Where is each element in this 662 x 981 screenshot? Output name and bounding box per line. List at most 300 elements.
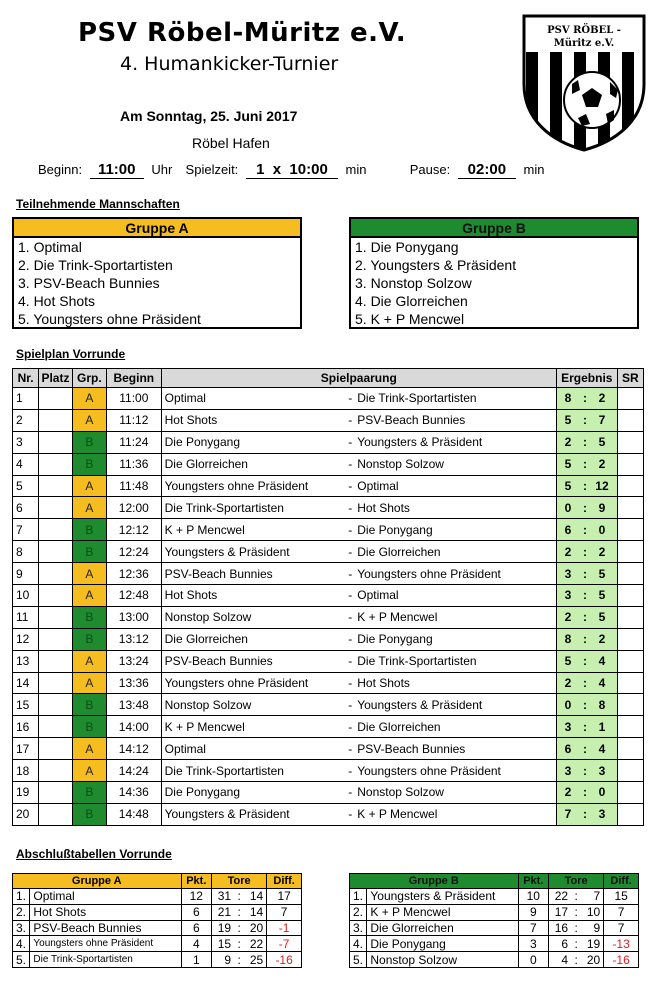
pause-value: 02:00 (458, 161, 516, 179)
standing-team: Optimal (30, 889, 181, 905)
group-b-box (349, 217, 639, 329)
match-platz (39, 388, 72, 410)
score-colon: : (582, 413, 587, 428)
standings-b-body (350, 889, 639, 968)
match-group: A (72, 497, 106, 519)
home-team: Youngsters ohne Präsident (161, 672, 346, 694)
home-team: PSV-Beach Bunnies (161, 650, 346, 672)
match-referee (617, 563, 643, 585)
away-score: 9 (598, 500, 606, 515)
match-result (556, 475, 617, 497)
match-referee (617, 716, 643, 738)
home-score: 3 (564, 588, 572, 603)
goals-against: 9 (581, 920, 603, 936)
home-team: Youngsters & Präsident (161, 541, 346, 563)
event-location: Röbel Hafen (192, 135, 270, 151)
goals-for: 9 (212, 952, 234, 968)
match-referee (617, 388, 643, 410)
home-team: Die Trink-Sportartisten (161, 497, 346, 519)
versus-dash: - (346, 738, 354, 760)
match-result (556, 519, 617, 541)
away-score: 8 (598, 697, 606, 712)
match-referee (617, 782, 643, 804)
standing-rank: 4. (13, 936, 30, 952)
match-referee (617, 519, 643, 541)
home-score: 6 (564, 741, 572, 756)
table-row (13, 409, 644, 431)
match-nr: 1 (13, 388, 39, 410)
score-colon: : (582, 763, 587, 778)
goals-colon: : (571, 904, 581, 920)
standing-team: Die Trink-Sportartisten (30, 952, 181, 968)
match-platz (39, 738, 72, 760)
match-platz (39, 563, 72, 585)
match-result (556, 803, 617, 825)
match-result (556, 497, 617, 519)
home-score: 5 (564, 479, 572, 493)
teams-heading: Teilnehmende Mannschaften (16, 197, 180, 211)
home-team: Optimal (161, 738, 346, 760)
list-item: 4. Die Glorreichen (355, 293, 468, 309)
match-platz (39, 409, 72, 431)
table-row (13, 782, 644, 804)
col-tore: Tore (549, 874, 604, 889)
match-platz (39, 803, 72, 825)
match-platz (39, 541, 72, 563)
goals-for: 16 (549, 920, 571, 936)
goals-against: 25 (244, 952, 266, 968)
list-item: 3. PSV-Beach Bunnies (18, 275, 160, 291)
home-score: 2 (564, 544, 572, 559)
away-team: K + P Mencwel (354, 606, 556, 628)
table-row (13, 628, 644, 650)
match-referee (617, 628, 643, 650)
home-score: 3 (564, 566, 572, 581)
match-platz (39, 782, 72, 804)
table-row (13, 541, 644, 563)
schedule-body (13, 388, 644, 826)
standings-heading: Abschlußtabellen Vorrunde (16, 847, 172, 861)
home-score: 5 (564, 457, 572, 472)
standing-rank: 5. (350, 952, 367, 968)
standing-team: Youngsters ohne Präsident (30, 936, 181, 952)
match-referee (617, 497, 643, 519)
col-diff: Diff. (267, 874, 302, 889)
match-nr: 2 (13, 409, 39, 431)
match-group: B (72, 628, 106, 650)
match-group: A (72, 388, 106, 410)
home-score: 6 (564, 522, 572, 537)
playtime-unit: min (345, 162, 367, 177)
table-row (13, 904, 302, 920)
match-platz (39, 716, 72, 738)
score-colon: : (582, 654, 587, 669)
match-result (556, 628, 617, 650)
begin-value: 11:00 (90, 161, 144, 179)
goals-against: 14 (244, 889, 266, 905)
home-score: 2 (564, 785, 572, 800)
goals-against: 20 (244, 920, 266, 936)
match-result (556, 585, 617, 607)
time-settings (38, 161, 544, 179)
away-score: 3 (598, 763, 606, 778)
match-group: B (72, 541, 106, 563)
goals-for: 21 (212, 904, 234, 920)
standing-rank: 5. (13, 952, 30, 968)
table-row (13, 519, 644, 541)
home-team: Nonstop Solzow (161, 694, 346, 716)
goals-against: 20 (581, 952, 603, 968)
match-nr: 9 (13, 563, 39, 585)
away-team: PSV-Beach Bunnies (354, 738, 556, 760)
table-row (350, 904, 639, 920)
standing-team: Hot Shots (30, 904, 181, 920)
tournament-subtitle: 4. Humankicker-Turnier (120, 53, 339, 75)
versus-dash: - (346, 519, 354, 541)
away-team: Nonstop Solzow (354, 453, 556, 475)
match-nr: 12 (13, 628, 39, 650)
goal-difference: 7 (604, 920, 639, 936)
schedule-heading: Spielplan Vorrunde (16, 347, 126, 361)
list-item: 5. K + P Mencwel (355, 311, 465, 327)
away-team: Youngsters & Präsident (354, 694, 556, 716)
home-score: 2 (564, 610, 572, 625)
match-referee (617, 672, 643, 694)
soccer-ball-icon (564, 72, 620, 128)
score-colon: : (582, 544, 587, 559)
match-platz (39, 694, 72, 716)
match-nr: 5 (13, 475, 39, 497)
standings-a-title: Gruppe A (13, 874, 182, 889)
goals-for: 6 (549, 936, 571, 952)
table-row (13, 585, 644, 607)
standings-header-row (350, 874, 639, 889)
goal-difference: 17 (267, 889, 302, 905)
goal-difference: -16 (604, 952, 639, 968)
match-nr: 4 (13, 453, 39, 475)
match-platz (39, 475, 72, 497)
home-score: 2 (564, 676, 572, 691)
match-group: A (72, 760, 106, 782)
away-team: Hot Shots (354, 497, 556, 519)
standing-team: Die Glorreichen (367, 920, 518, 936)
home-team: Nonstop Solzow (161, 606, 346, 628)
logo-text-top: PSV RÖBEL - (547, 25, 621, 36)
pause-label: Pause: (409, 162, 451, 177)
list-item: 4. Hot Shots (18, 293, 96, 309)
table-row (13, 920, 302, 936)
standing-team: Nonstop Solzow (367, 952, 518, 968)
goal-difference: 7 (267, 904, 302, 920)
table-row (13, 650, 644, 672)
away-team: Youngsters & Präsident (354, 431, 556, 453)
away-score: 5 (598, 435, 606, 450)
match-group: A (72, 650, 106, 672)
standing-rank: 2. (13, 904, 30, 920)
standing-rank: 3. (13, 920, 30, 936)
match-referee (617, 650, 643, 672)
schedule-header-row (13, 369, 644, 388)
versus-dash: - (346, 672, 354, 694)
list-item: 1. Die Ponygang (355, 239, 459, 255)
away-score: 0 (598, 522, 606, 537)
standing-rank: 3. (350, 920, 367, 936)
list-item: 2. Die Trink-Sportartisten (18, 257, 173, 273)
away-score: 2 (598, 632, 606, 647)
standing-rank: 1. (350, 889, 367, 905)
score-colon: : (582, 522, 587, 537)
list-item: 2. Youngsters & Präsident (355, 257, 517, 273)
match-time: 11:24 (107, 431, 162, 453)
match-result (556, 541, 617, 563)
standing-points: 6 (181, 920, 212, 936)
match-result (556, 782, 617, 804)
goals-for: 17 (549, 904, 571, 920)
match-referee (617, 541, 643, 563)
match-time: 13:48 (107, 694, 162, 716)
goals-colon: : (571, 936, 581, 952)
group-a-list (14, 238, 300, 328)
home-team: Youngsters ohne Präsident (161, 475, 346, 497)
goals-colon: : (234, 904, 244, 920)
match-referee (617, 803, 643, 825)
standing-points: 3 (518, 936, 549, 952)
match-nr: 15 (13, 694, 39, 716)
home-team: Die Ponygang (161, 431, 346, 453)
table-row (13, 936, 302, 952)
match-result (556, 453, 617, 475)
away-team: Die Trink-Sportartisten (354, 650, 556, 672)
match-group: A (72, 563, 106, 585)
match-platz (39, 453, 72, 475)
match-result (556, 650, 617, 672)
home-score: 0 (564, 697, 572, 712)
match-nr: 17 (13, 738, 39, 760)
match-time: 14:24 (107, 760, 162, 782)
match-time: 11:48 (107, 475, 162, 497)
match-group: A (72, 672, 106, 694)
table-row (13, 952, 302, 968)
match-nr: 19 (13, 782, 39, 804)
home-score: 8 (564, 391, 572, 406)
match-nr: 16 (13, 716, 39, 738)
score-colon: : (582, 697, 587, 712)
match-platz (39, 628, 72, 650)
match-result (556, 431, 617, 453)
goals-against: 19 (581, 936, 603, 952)
table-row (13, 738, 644, 760)
standing-rank: 4. (350, 936, 367, 952)
match-result (556, 409, 617, 431)
table-row (13, 694, 644, 716)
begin-unit: Uhr (151, 162, 173, 177)
match-nr: 11 (13, 606, 39, 628)
group-a-title: Gruppe A (14, 219, 300, 238)
away-team: Die Glorreichen (354, 716, 556, 738)
match-group: A (72, 738, 106, 760)
away-score: 12 (595, 479, 609, 493)
versus-dash: - (346, 716, 354, 738)
match-group: B (72, 803, 106, 825)
list-item: 1. Optimal (18, 239, 82, 255)
score-colon: : (582, 741, 587, 756)
match-nr: 13 (13, 650, 39, 672)
match-result (556, 388, 617, 410)
list-item: 5. Youngsters ohne Präsident (18, 311, 201, 327)
col-nr: Nr. (13, 369, 39, 388)
match-platz (39, 497, 72, 519)
logo-text-bottom: Müritz e.V. (553, 38, 615, 49)
begin-label: Beginn: (38, 162, 83, 177)
match-platz (39, 672, 72, 694)
match-platz (39, 760, 72, 782)
goals-against: 7 (581, 889, 603, 905)
score-colon: : (582, 632, 587, 647)
away-score: 5 (598, 588, 606, 603)
home-team: Die Trink-Sportartisten (161, 760, 346, 782)
home-score: 5 (564, 413, 572, 428)
match-referee (617, 431, 643, 453)
goals-for: 15 (212, 936, 234, 952)
match-nr: 18 (13, 760, 39, 782)
match-referee (617, 409, 643, 431)
standings-b-title: Gruppe B (350, 874, 519, 889)
away-team: Youngsters ohne Präsident (354, 563, 556, 585)
versus-dash: - (346, 541, 354, 563)
match-result (556, 760, 617, 782)
col-beginn: Beginn (107, 369, 162, 388)
match-result (556, 672, 617, 694)
match-referee (617, 738, 643, 760)
match-nr: 6 (13, 497, 39, 519)
match-group: A (72, 475, 106, 497)
standings-header-row (13, 874, 302, 889)
table-row (13, 889, 302, 905)
match-time: 14:36 (107, 782, 162, 804)
table-row (13, 672, 644, 694)
standing-points: 4 (181, 936, 212, 952)
table-row (13, 431, 644, 453)
away-score: 0 (598, 785, 606, 800)
table-row (13, 716, 644, 738)
standing-points: 6 (181, 904, 212, 920)
match-group: B (72, 716, 106, 738)
match-referee (617, 694, 643, 716)
home-score: 8 (564, 632, 572, 647)
goal-difference: 15 (604, 889, 639, 905)
score-colon: : (582, 391, 587, 406)
score-colon: : (582, 807, 587, 822)
match-referee (617, 475, 643, 497)
home-team: Die Ponygang (161, 782, 346, 804)
home-team: Youngsters & Präsident (161, 803, 346, 825)
table-row (13, 563, 644, 585)
away-team: Die Glorreichen (354, 541, 556, 563)
page-title: PSV Röbel-Müritz e.V. (78, 18, 407, 48)
match-result (556, 563, 617, 585)
table-row (350, 920, 639, 936)
group-a-box (12, 217, 302, 329)
col-pkt: Pkt. (518, 874, 549, 889)
match-time: 14:48 (107, 803, 162, 825)
goals-against: 14 (244, 904, 266, 920)
standing-points: 1 (181, 952, 212, 968)
away-score: 3 (598, 807, 606, 822)
table-row (13, 606, 644, 628)
versus-dash: - (346, 475, 354, 497)
match-referee (617, 606, 643, 628)
table-row (13, 803, 644, 825)
match-result (556, 738, 617, 760)
goals-for: 31 (212, 889, 234, 905)
away-team: Optimal (354, 475, 556, 497)
match-result (556, 694, 617, 716)
away-score: 5 (598, 610, 606, 625)
goals-colon: : (234, 889, 244, 905)
standing-rank: 1. (13, 889, 30, 905)
col-tore: Tore (212, 874, 267, 889)
list-item: 3. Nonstop Solzow (355, 275, 472, 291)
table-row (350, 936, 639, 952)
goals-colon: : (234, 952, 244, 968)
goals-against: 22 (244, 936, 266, 952)
away-score: 5 (598, 566, 606, 581)
away-score: 2 (598, 391, 606, 406)
table-row (350, 952, 639, 968)
versus-dash: - (346, 803, 354, 825)
table-row (13, 453, 644, 475)
goals-for: 19 (212, 920, 234, 936)
versus-dash: - (346, 606, 354, 628)
goal-difference: -1 (267, 920, 302, 936)
col-diff: Diff. (604, 874, 639, 889)
table-row (13, 475, 644, 497)
match-time: 13:24 (107, 650, 162, 672)
away-team: Nonstop Solzow (354, 782, 556, 804)
standing-points: 7 (518, 920, 549, 936)
match-nr: 14 (13, 672, 39, 694)
away-team: Hot Shots (354, 672, 556, 694)
versus-dash: - (346, 694, 354, 716)
table-row (13, 760, 644, 782)
score-colon: : (582, 676, 587, 691)
versus-dash: - (346, 409, 354, 431)
versus-dash: - (346, 585, 354, 607)
standing-team: PSV-Beach Bunnies (30, 920, 181, 936)
match-nr: 3 (13, 431, 39, 453)
match-referee (617, 760, 643, 782)
schedule-table (12, 368, 644, 826)
match-platz (39, 431, 72, 453)
standing-points: 10 (518, 889, 549, 905)
home-team: Hot Shots (161, 585, 346, 607)
match-group: B (72, 606, 106, 628)
standing-points: 0 (518, 952, 549, 968)
versus-dash: - (346, 453, 354, 475)
goals-for: 22 (549, 889, 571, 905)
match-platz (39, 650, 72, 672)
home-team: K + P Mencwel (161, 716, 346, 738)
versus-dash: - (346, 431, 354, 453)
match-result (556, 716, 617, 738)
match-group: A (72, 409, 106, 431)
match-referee (617, 453, 643, 475)
away-score: 4 (598, 741, 606, 756)
playtime-label: Spielzeit: (185, 162, 239, 177)
standing-team: Die Ponygang (367, 936, 518, 952)
match-time: 12:00 (107, 497, 162, 519)
score-colon: : (582, 588, 587, 603)
